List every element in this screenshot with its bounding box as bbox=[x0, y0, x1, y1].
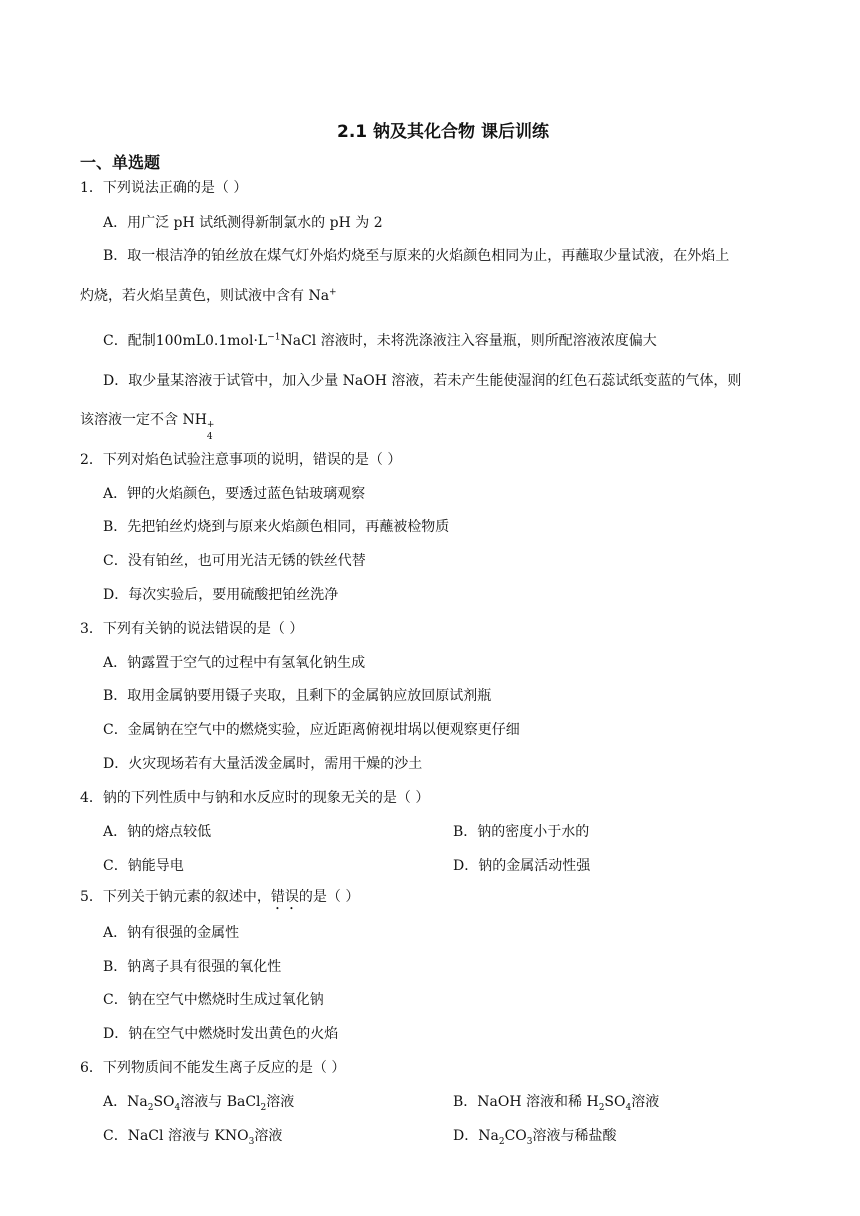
question-1-option-b-line1: B．取一根洁净的铂丝放在煤气灯外焰灼烧至与原来的火焰颜色相同为止，再蘸取少量试液，在外焰上 bbox=[103, 248, 730, 264]
question-2-option-b: B．先把铂丝灼烧到与原来火焰颜色相同，再蘸被检物质 bbox=[103, 519, 450, 535]
question-4-stem: 4．钠的下列性质中与钠和水反应时的现象无关的是（ ） bbox=[80, 790, 430, 806]
question-4-option-a: A．钠的熔点较低 bbox=[103, 824, 212, 840]
question-3-option-d: D．火灾现场若有大量活泼金属时，需用干燥的沙土 bbox=[103, 756, 423, 772]
question-3-option-b: B．取用金属钠要用镊子夹取，且剩下的金属钠应放回原试剂瓶 bbox=[103, 688, 492, 704]
question-3-stem: 3．下列有关钠的说法错误的是（ ） bbox=[80, 621, 304, 637]
question-6-option-c: C．NaCl 溶液与 $KNO_3$溶液 bbox=[103, 1128, 283, 1147]
question-6-stem: 6．下列物质间不能发生离子反应的是（ ） bbox=[80, 1060, 346, 1076]
question-3-option-a: A．钠露置于空气的过程中有氢氧化钠生成 bbox=[103, 655, 366, 671]
question-1-option-d-line1: D．取少量某溶液于试管中，加入少量 NaOH 溶液，若未产生能使湿润的红色石蕊试纸变蓝的气体，则 bbox=[103, 373, 742, 389]
question-6-option-d: D．$Na_2CO_3$溶液与稀盐酸 bbox=[453, 1128, 617, 1147]
question-1-option-d-line2: 该溶液一定不含 NH + 4 bbox=[80, 412, 215, 442]
question-4-option-c: C．钠能导电 bbox=[103, 858, 184, 874]
question-6-option-a: A．$Na_2SO_4$溶液与 BaCl$_2$溶液 bbox=[103, 1094, 295, 1113]
question-5-option-b: B．钠离子具有很强的氧化性 bbox=[103, 959, 282, 975]
page-title: 2.1 钠及其化合物 课后训练 bbox=[337, 122, 549, 142]
question-5-option-a: A．钠有很强的金属性 bbox=[103, 925, 240, 941]
question-1-option-a: A．用广泛 pH 试纸测得新制氯水的 pH 为 2 bbox=[103, 215, 383, 231]
question-4-option-d: D．钠的金属活动性强 bbox=[453, 858, 591, 874]
question-1-option-b-line2: 灼烧，若火焰呈黄色，则试液中含有 Na+ bbox=[80, 287, 337, 304]
question-6-option-b: B．NaOH 溶液和稀 $H_2SO_4$溶液 bbox=[453, 1094, 660, 1113]
section-heading: 一、单选题 bbox=[80, 153, 161, 172]
question-1-option-c: C．配制$100mL0.1mol\cdot L^{-1}NaCl$ 溶液时，未将洗涤液注入容量瓶，则所配溶液浓度偏大 bbox=[103, 332, 657, 349]
question-1-stem: 1．下列说法正确的是（ ） bbox=[80, 180, 248, 196]
question-4-option-b: B．钠的密度小于水的 bbox=[453, 824, 590, 840]
question-5-stem: 5．下列关于钠元素的叙述中，错误的是（ ） bbox=[80, 889, 360, 905]
question-5-option-d: D．钠在空气中燃烧时发出黄色的火焰 bbox=[103, 1026, 339, 1042]
question-2-option-c: C．没有铂丝，也可用光洁无锈的铁丝代替 bbox=[103, 553, 366, 569]
question-2-option-d: D．每次实验后，要用硫酸把铂丝洗净 bbox=[103, 587, 339, 603]
question-3-option-c: C．金属钠在空气中的燃烧实验，应近距离俯视坩埚以便观察更仔细 bbox=[103, 722, 520, 738]
emphasis-dots: 错误 bbox=[270, 889, 299, 905]
question-2-option-a: A．钾的火焰颜色，要透过蓝色钴玻璃观察 bbox=[103, 486, 366, 502]
question-2-stem: 2．下列对焰色试验注意事项的说明，错误的是（ ） bbox=[80, 452, 402, 468]
question-5-option-c: C．钠在空气中燃烧时生成过氧化钠 bbox=[103, 992, 324, 1008]
